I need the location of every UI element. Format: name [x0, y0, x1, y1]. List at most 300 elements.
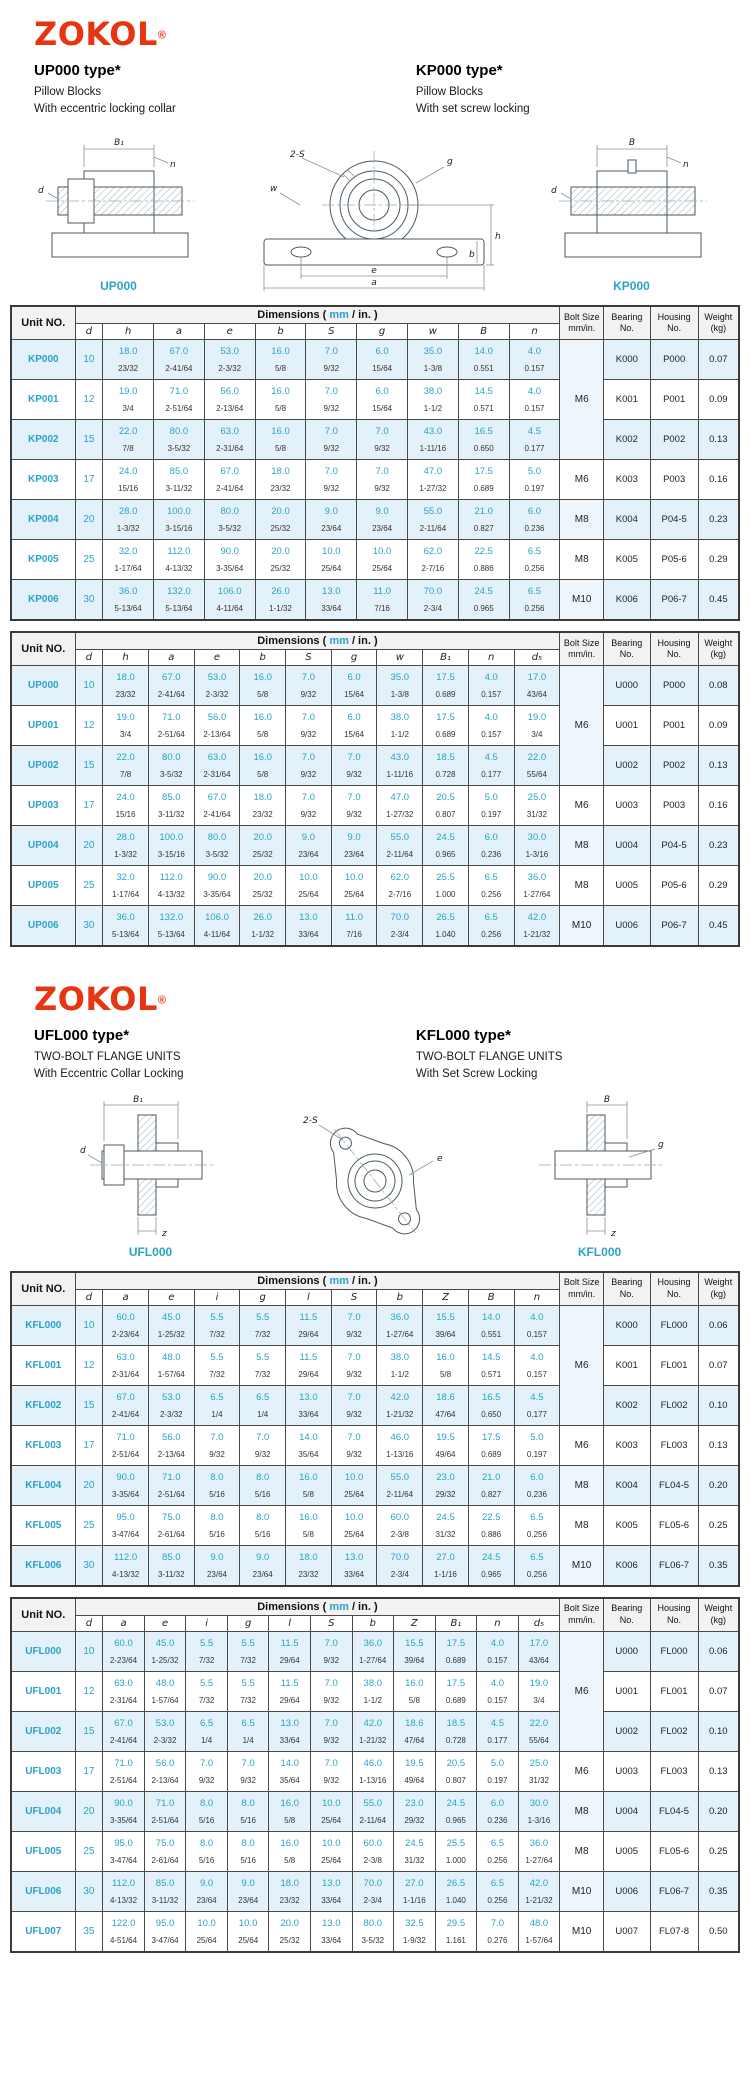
dim-mm-value: 24.5: [436, 832, 455, 844]
dim-label-w: w: [270, 184, 278, 195]
dim-mm-value: 7.0: [347, 1311, 361, 1323]
shaft-diameter-cell: 15: [75, 746, 103, 786]
bearing-no-cell: K002: [603, 1385, 650, 1425]
dim-mm-value: 13.0: [321, 1877, 341, 1889]
dimension-cell: [204, 340, 255, 380]
dimension-cell: [194, 866, 240, 906]
unit-no-header: Unit NO.: [11, 632, 75, 666]
spec-row-up005: [11, 866, 739, 906]
housing-no-cell: FL001: [650, 1671, 698, 1711]
dim-inch-value: 9/32: [374, 444, 390, 454]
dim-mm-value: 8.0: [241, 1797, 255, 1809]
dim-mm-value: 38.0: [363, 1677, 383, 1689]
unit-no-cell: UFL002: [11, 1711, 75, 1751]
weight-header-line2: (kg): [710, 1614, 727, 1625]
dim-label-e: e: [437, 1153, 443, 1164]
unit-no-cell: KFL005: [11, 1505, 75, 1545]
dim-mm-value: 53.0: [220, 346, 239, 358]
dim-letter-header: h: [103, 324, 154, 340]
dimension-cell: [423, 1505, 469, 1545]
dim-mm-value: 5.5: [210, 1351, 224, 1363]
dim-inch-value: 0.236: [481, 850, 502, 860]
dim-mm-value: 4.0: [530, 1311, 544, 1323]
dimension-cell: [509, 460, 560, 500]
housing-no-cell: FL05-6: [650, 1505, 698, 1545]
dim-mm-value: 7.0: [324, 1677, 338, 1689]
bearing-no-cell: K006: [603, 1545, 650, 1586]
bearing-no-cell: U004: [603, 1791, 650, 1831]
dim-inch-value: 5/16: [240, 1855, 256, 1865]
dimension-cell: [194, 706, 240, 746]
dimension-cell: [352, 1831, 394, 1871]
dim-mm-value: 35.0: [423, 346, 443, 358]
dim-mm-value: 70.0: [390, 1551, 410, 1563]
dim-mm-value: 5.5: [199, 1677, 214, 1689]
dim-letter-header: a: [103, 1289, 149, 1305]
dim-inch-value: 9/32: [346, 1449, 362, 1459]
dim-inch-value: 35/64: [279, 1775, 300, 1785]
dim-mm-value: 95.0: [116, 1511, 135, 1523]
dim-inch-value: 15/64: [372, 404, 393, 414]
dim-mm-value: 7.0: [301, 712, 315, 724]
dimension-cell: [204, 540, 255, 580]
dim-letter-header: S: [331, 1289, 377, 1305]
spec-row-up004: [11, 826, 739, 866]
dim-inch-value: 5/16: [240, 1815, 256, 1825]
dim-mm-value: 36.0: [363, 1637, 383, 1649]
shaft-diameter-cell: 20: [75, 1465, 103, 1505]
dim-mm-value: 22.0: [527, 752, 547, 764]
dimension-cell: [377, 1385, 423, 1425]
dim-mm-value: 6.5: [527, 586, 542, 598]
dimension-cell: [357, 460, 408, 500]
diagram-caption-kp000: KP000: [613, 279, 650, 294]
dim-mm-value: 71.0: [162, 712, 181, 724]
dim-inch-value: 1-11/16: [419, 444, 447, 454]
dim-letter-header: b: [255, 324, 306, 340]
dim-mm-value: 38.0: [390, 712, 410, 724]
dim-inch-value: 0.256: [487, 1855, 508, 1865]
shaft-diameter-cell: 35: [75, 1911, 103, 1952]
dim-label-n: n: [170, 160, 176, 171]
dimension-cell: [255, 500, 306, 540]
housing-no-cell: P001: [650, 706, 698, 746]
dim-label-B: B: [628, 138, 636, 149]
housing-no-cell: P003: [650, 460, 698, 500]
dim-inch-value: 29/32: [404, 1815, 425, 1825]
dim-label-d: d: [38, 186, 44, 197]
dimension-cell: [194, 786, 240, 826]
dimension-cell: [357, 380, 408, 420]
dim-mm-value: 6.5: [199, 1717, 214, 1729]
dim-inch-value: 0.157: [487, 1655, 508, 1665]
dim-mm-value: 62.0: [390, 872, 410, 884]
dim-label-d: d: [79, 1145, 86, 1156]
dimension-cell: [435, 1711, 477, 1751]
bolt-size-header: [560, 306, 604, 340]
dimension-cell: [144, 1671, 186, 1711]
housing-header-line2: No.: [667, 649, 682, 660]
dim-mm-value: 6.0: [490, 1797, 505, 1809]
housing-no-cell: P002: [650, 420, 698, 460]
weight-cell: 0.13: [698, 1425, 739, 1465]
dim-inch-value: 0.256: [487, 1895, 508, 1905]
unit-no-cell: KP001: [11, 380, 75, 420]
dim-inch-value: 0.551: [473, 364, 494, 374]
dim-inch-value: 1.040: [435, 930, 456, 940]
up-side-view: [26, 127, 211, 293]
dim-inch-value: 0.965: [445, 1815, 466, 1825]
dim-letter-header: d₅: [514, 650, 560, 666]
dim-letter-header: B₁: [423, 650, 469, 666]
dim-mm-value: 112.0: [114, 1551, 138, 1563]
dim-inch-value: 1-11/16: [386, 770, 414, 780]
dim-mm-value: 9.0: [324, 506, 338, 518]
housing-no-cell: P05-6: [650, 540, 698, 580]
housing-header: [650, 1598, 698, 1632]
dimension-cell: [468, 906, 514, 947]
dim-mm-value: 9.0: [241, 1877, 255, 1889]
dim-inch-value: 0.197: [481, 810, 502, 820]
dim-mm-value: 15.5: [436, 1311, 455, 1323]
ufl-spec-table: [10, 1597, 740, 1953]
brand-logo-text: ZOKOL: [34, 980, 158, 1019]
dim-inch-value: 55/64: [526, 770, 547, 780]
dimension-cell: [148, 906, 194, 947]
dimension-cell: [408, 340, 459, 380]
dimension-cell: [306, 380, 357, 420]
dim-mm-value: 13.0: [321, 1917, 341, 1929]
dimension-cell: [468, 706, 514, 746]
shaft-diameter-cell: 15: [75, 420, 103, 460]
dim-mm-value: 21.0: [481, 1471, 501, 1483]
dim-inch-value: 43/64: [526, 690, 547, 700]
dim-mm-value: 7.0: [375, 466, 389, 478]
dimension-cell: [514, 746, 560, 786]
dim-mm-value: 17.5: [446, 1677, 466, 1689]
dim-inch-value: 1-27/64: [523, 890, 551, 900]
dimension-cell: [423, 1465, 469, 1505]
dim-mm-value: 16.0: [271, 426, 290, 438]
shaft-diameter-cell: 15: [75, 1385, 103, 1425]
dim-mm-value: 4.0: [530, 1351, 544, 1363]
dimension-cell: [286, 746, 332, 786]
dimension-cell: [514, 906, 560, 947]
dim-inch-value: 2-3/8: [363, 1855, 382, 1865]
dim-inch-value: 2-7/16: [388, 890, 412, 900]
dim-inch-value: 0.256: [481, 930, 502, 940]
dim-inch-value: 2-3/4: [363, 1895, 382, 1905]
dim-letter-header: S: [310, 1615, 352, 1631]
bolt-size-cell: M8: [560, 1505, 604, 1545]
dim-mm-value: 16.0: [253, 752, 272, 764]
weight-cell: 0.13: [698, 746, 739, 786]
dimensions-header: [75, 1598, 560, 1616]
dim-mm-value: 55.0: [390, 1471, 410, 1483]
dim-mm-value: 56.0: [220, 386, 239, 398]
base-plate: [264, 239, 484, 265]
dim-mm-value: 14.0: [299, 1431, 318, 1443]
dimension-cell: [477, 1831, 519, 1871]
dim-mm-value: 71.0: [162, 1471, 181, 1483]
dimension-cell: [394, 1791, 436, 1831]
dim-mm-value: 24.5: [405, 1837, 424, 1849]
dim-mm-value: 13.0: [344, 1551, 364, 1563]
dim-mm-value: 9.0: [199, 1877, 214, 1889]
dimension-cell: [103, 1385, 149, 1425]
dim-mm-value: 16.0: [405, 1677, 424, 1689]
dimension-cell: [227, 1911, 269, 1952]
dim-mm-value: 29.5: [446, 1917, 466, 1929]
dimension-cell: [357, 500, 408, 540]
dim-inch-value: 0.256: [524, 564, 545, 574]
weight-cell: 0.35: [698, 1871, 739, 1911]
dim-inch-value: 25/64: [321, 564, 342, 574]
dim-mm-value: 4.0: [490, 1677, 505, 1689]
bearing-no-cell: U006: [603, 1871, 650, 1911]
dim-inch-value: 2-11/64: [419, 524, 447, 534]
dim-mm-value: 85.0: [162, 1551, 181, 1563]
dim-mm-value: 36.0: [527, 872, 547, 884]
dim-label-b: b: [469, 250, 475, 261]
dimension-cell: [240, 786, 286, 826]
dimension-cell: [286, 1505, 332, 1545]
dimension-cell: [435, 1631, 477, 1671]
dim-label-n: n: [683, 160, 689, 171]
dim-inch-value: 0.571: [481, 1369, 502, 1379]
dimension-cell: [286, 1305, 332, 1345]
weight-header: [698, 1272, 739, 1306]
dimension-cell: [435, 1911, 477, 1952]
type-title-kfl000: KFL000 type*: [415, 1027, 511, 1045]
dim-inch-value: 3-35/64: [203, 890, 231, 900]
bearing-no-cell: K002: [604, 420, 651, 460]
dimension-cell: [286, 1465, 332, 1505]
dimension-cell: [331, 1545, 377, 1586]
dim-mm-value: 9.0: [347, 832, 361, 844]
dim-inch-value: 1/4: [242, 1735, 254, 1745]
dim-mm-value: 60.0: [390, 1511, 410, 1523]
dim-mm-value: 10.0: [197, 1917, 216, 1929]
weight-header-line2: (kg): [710, 649, 727, 660]
bolt-size-cell: M6: [560, 1631, 604, 1751]
dim-label-h: h: [495, 232, 501, 243]
dim-mm-value: 24.5: [474, 586, 493, 598]
up-table-host: [10, 631, 740, 947]
dim-inch-value: 1-1/16: [434, 1569, 457, 1579]
dim-mm-value: 6.5: [484, 912, 498, 924]
dim-mm-value: 5.0: [530, 1431, 544, 1443]
dimension-cell: [306, 500, 357, 540]
dimension-cell: [408, 380, 459, 420]
bolt-size-cell: M10: [560, 580, 604, 621]
shaft-diameter-cell: 17: [75, 460, 103, 500]
dim-mm-value: 38.0: [423, 386, 443, 398]
type-block-kfl000: [416, 1027, 716, 1082]
dim-letter-header: w: [408, 324, 459, 340]
dimension-cell: [310, 1791, 352, 1831]
dim-inch-value: 0.256: [481, 890, 502, 900]
bearing-no-cell: K005: [604, 540, 651, 580]
dim-inch-value: 5/8: [284, 1855, 296, 1865]
dimensions-header-pre: Dimensions (: [257, 635, 330, 648]
dim-inch-value: 2-51/64: [165, 404, 193, 414]
dim-inch-value: 4-13/32: [109, 1895, 138, 1905]
spec-row-kp004: [11, 500, 739, 540]
bolt-size-cell: M8: [560, 540, 604, 580]
dimension-cell: [352, 1631, 394, 1671]
dim-label-B1: B₁: [132, 1094, 143, 1105]
dimension-cell: [154, 460, 205, 500]
unit-no-cell: UFL000: [11, 1631, 75, 1671]
dim-inch-value: 0.807: [435, 810, 456, 820]
dim-inch-value: 5/16: [254, 1529, 271, 1539]
dim-inch-value: 0.236: [524, 524, 545, 534]
dim-mm-value: 16.0: [271, 386, 290, 398]
dim-inch-value: 23/32: [252, 810, 273, 820]
dim-inch-value: 25/32: [270, 564, 291, 574]
dimension-cell: [144, 1831, 186, 1871]
dim-inch-value: 15/64: [344, 690, 365, 700]
dim-inch-value: 9/32: [323, 404, 340, 414]
dimension-cell: [103, 1505, 149, 1545]
dimension-cell: [331, 826, 377, 866]
dim-mm-value: 4.0: [484, 672, 498, 684]
dimension-cell: [103, 1631, 145, 1671]
dim-mm-value: 10.0: [321, 1797, 341, 1809]
dim-mm-value: 7.0: [347, 1391, 361, 1403]
dimension-cell: [103, 666, 149, 706]
dim-mm-value: 20.0: [280, 1917, 299, 1929]
dimension-cell: [331, 706, 377, 746]
dimension-cell: [186, 1871, 228, 1911]
dimension-cell: [377, 1305, 423, 1345]
dim-mm-value: 45.0: [162, 1311, 181, 1323]
dim-inch-value: 0.157: [526, 1369, 547, 1379]
dim-mm-value: 18.0: [118, 346, 138, 358]
dimension-cell: [103, 460, 154, 500]
shaft-diameter-cell: 25: [75, 540, 103, 580]
dim-letter-header: d₅: [518, 1615, 560, 1631]
dim-inch-value: 7/8: [122, 444, 134, 454]
dimension-cell: [194, 906, 240, 947]
unit-no-cell: UP000: [11, 666, 75, 706]
dimensions-header: [75, 632, 560, 650]
dimension-cell: [154, 340, 205, 380]
dimension-cell: [186, 1671, 228, 1711]
dim-inch-value: 23/32: [115, 690, 136, 700]
pillow-front-view-diagram: [244, 143, 506, 293]
dimension-cell: [240, 1505, 286, 1545]
dim-inch-value: 3/4: [533, 1695, 545, 1705]
housing-no-cell: P001: [650, 380, 698, 420]
unit-no-cell: UFL003: [11, 1751, 75, 1791]
dim-inch-value: 2-3/4: [390, 1569, 409, 1579]
type-subtitle: With Eccentric Collar Locking: [34, 1068, 184, 1081]
dimension-cell: [394, 1751, 436, 1791]
dim-inch-value: 1-57/64: [525, 1935, 553, 1945]
registered-mark-icon: ®: [157, 29, 166, 42]
dimension-cell: [331, 1425, 377, 1465]
dim-inch-value: 9/32: [323, 1695, 340, 1705]
dim-inch-value: 23/32: [118, 364, 139, 374]
spec-row-up002: [11, 746, 739, 786]
dim-mm-value: 4.0: [527, 386, 542, 398]
weight-cell: 0.29: [698, 866, 739, 906]
dimension-cell: [423, 826, 469, 866]
dim-inch-value: 0.650: [473, 444, 494, 454]
dim-inch-value: 2-3/32: [153, 1735, 177, 1745]
dimension-cell: [423, 666, 469, 706]
spec-row-ufl002: [11, 1711, 739, 1751]
dimension-cell: [204, 500, 255, 540]
dim-inch-value: 2-41/64: [165, 364, 193, 374]
shaft-diameter-cell: 12: [75, 1345, 103, 1385]
weight-cell: 0.07: [698, 1671, 739, 1711]
dim-inch-value: 9/32: [300, 810, 317, 820]
dim-inch-value: 2-31/64: [216, 444, 244, 454]
dim-mm-value: 11.5: [280, 1677, 299, 1689]
dim-mm-value: 16.0: [253, 712, 272, 724]
dimension-cell: [377, 906, 423, 947]
dim-inch-value: 39/64: [404, 1655, 425, 1665]
bolt-size-cell: M8: [560, 1791, 604, 1831]
dimension-cell: [255, 380, 306, 420]
dim-mm-value: 6.0: [347, 712, 361, 724]
dim-inch-value: 1-3/8: [390, 690, 409, 700]
bolt-size-cell: M6: [560, 460, 604, 500]
dim-mm-value: 15.5: [405, 1637, 424, 1649]
housing-header-line1: Housing: [657, 1603, 691, 1613]
dim-inch-value: 1-25/32: [157, 1329, 185, 1339]
dim-inch-value: 2-13/64: [203, 730, 231, 740]
dim-inch-value: 5-13/64: [112, 930, 140, 940]
unit-no-cell: KFL002: [11, 1385, 75, 1425]
dim-mm-value: 27.0: [436, 1551, 455, 1563]
dim-mm-value: 16.0: [299, 1471, 318, 1483]
dimension-cell: [240, 1385, 286, 1425]
dimensions-header-post: / in. ): [348, 1274, 378, 1287]
dimensions-header-pre: Dimensions (: [257, 1274, 330, 1287]
dimensions-header: [75, 1272, 560, 1290]
dim-mm-value: 18.0: [253, 792, 272, 804]
dimension-cell: [227, 1751, 269, 1791]
dimension-cell: [194, 826, 240, 866]
dimension-cell: [310, 1671, 352, 1711]
bolt-size-cell: M8: [560, 1465, 604, 1505]
dimension-cell: [518, 1631, 560, 1671]
dim-inch-value: 0.236: [487, 1815, 508, 1825]
bearing-header-line2: No.: [619, 649, 634, 660]
dim-inch-value: 31/32: [404, 1855, 425, 1865]
dimension-cell: [352, 1751, 394, 1791]
dim-inch-value: 7/32: [198, 1695, 215, 1705]
dimension-cell: [148, 1465, 194, 1505]
dim-inch-value: 1-9/32: [402, 1935, 426, 1945]
weight-cell: 0.25: [698, 1505, 739, 1545]
bearing-header: [603, 1598, 650, 1632]
housing-no-cell: FL003: [650, 1751, 698, 1791]
dim-mm-value: 4.0: [484, 712, 498, 724]
housing-header-line2: No.: [667, 1288, 682, 1299]
dim-inch-value: 47/64: [435, 1409, 456, 1419]
weight-header: [698, 1598, 739, 1632]
shaft-diameter-cell: 10: [75, 1631, 103, 1671]
bolt-size-header-line1: Bolt Size: [563, 1603, 600, 1613]
dimension-cell: [477, 1911, 519, 1952]
dim-letter-header: Z: [423, 1289, 469, 1305]
bearing-no-cell: U000: [603, 666, 650, 706]
